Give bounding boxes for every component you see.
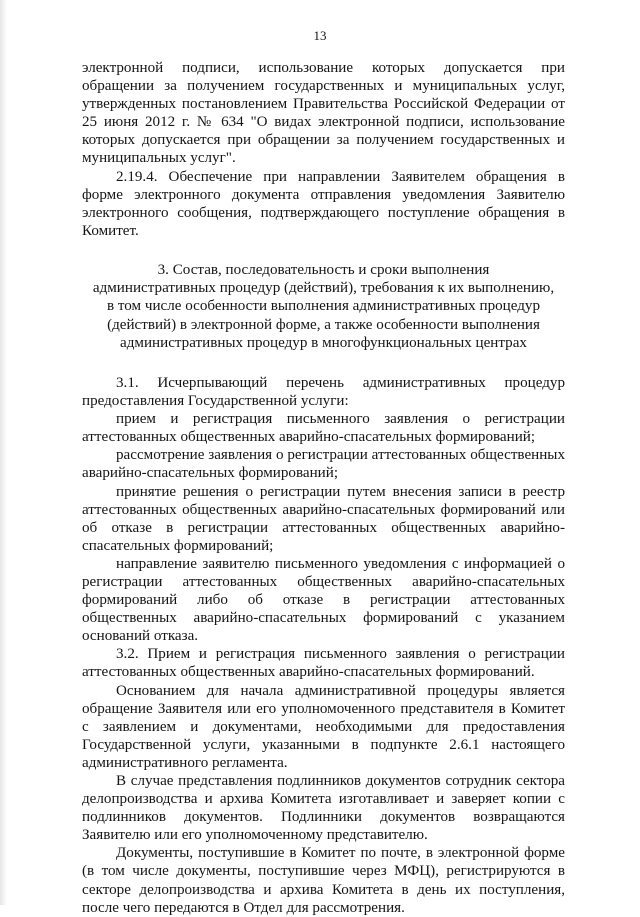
- list-item-procedure-1: прием и регистрация письменного заявления о регистрации аттестованных общественных аварийно-спасательных формирований;: [82, 411, 565, 446]
- section-heading-line-3: в том числе особенности выполнения административных процедур: [106, 298, 541, 315]
- section-heading-line-5: административных процедур в многофункциональных центрах: [120, 334, 527, 351]
- document-body: [82, 59, 565, 917]
- section-heading-line-1: 3. Состав, последовательность и сроки выполнения: [157, 261, 490, 278]
- scan-edge-shadow: [0, 0, 7, 905]
- list-item-procedure-3: принятие решения о регистрации путем внесения записи в реестр аттестованных общественных аварийно-спасательных формирований или об отказе в регистрации аттестованных общественных аварийно-спасательных формирований;: [82, 483, 565, 554]
- list-item-procedure-2: рассмотрение заявления о регистрации аттестованных общественных аварийно-спасательных формирований;: [82, 447, 565, 482]
- paragraph-mail-documents: Документы, поступившие в Комитет по почте, в электронной форме (в том числе документы, поступившие через МФЦ), регистрируются в секторе делопроизводства и архива Комитета в день их поступления, после чего передаются в Отдел для рассмотрения.: [82, 845, 565, 916]
- paragraph-3-2: 3.2. Прием и регистрация письменного заявления о регистрации аттестованных общественных аварийно-спасательных формирований.: [82, 646, 565, 681]
- paragraph-before-1: электронной подписи, использование которых допускается при обращении за получением государственных и муниципальных услуг, утвержденных постановлением Правительства Российской Федерации от 25 июня 2012 г. № 634 "О видах электронной подписи, использование которых допускается при обращении за получением государственных и муниципальных услуг".: [82, 60, 565, 167]
- section-heading: [82, 261, 565, 352]
- section-heading-line-4: (действий) в электронной форме, а также особенности выполнения: [107, 316, 540, 333]
- paragraph-2-19-4: 2.19.4. Обеспечение при направлении Заявителем обращения в форме электронного документа отправления уведомления Заявителю электронного сообщения, подтверждающего поступление обращения в Комитет.: [82, 168, 565, 239]
- page-number: 13: [313, 28, 327, 43]
- paragraph-originals: В случае представления подлинников документов сотрудник сектора делопроизводства и архива Комитета изготавливает и заверяет копии с подлинников документов. Подлинники документов возвращаются Заявителю или его уполномоченному представителю.: [82, 773, 565, 844]
- paragraph-3-1: 3.1. Исчерпывающий перечень административных процедур предоставления Государственной услуги:: [82, 374, 565, 410]
- paragraph-basis: Основанием для начала административной процедуры является обращение Заявителя или его уполномоченного представителя в Комитет с заявлением и документами, необходимыми для предоставления Государственной услуги, указанными в подпункте 2.6.1 настоящего административного регламента.: [82, 682, 565, 771]
- section-heading-line-2: административных процедур (действий), требования к их выполнению,: [92, 280, 555, 297]
- list-item-procedure-4: направление заявителю письменного уведомления с информацией о регистрации аттестованных общественных аварийно-спасательных формирований либо об отказе в регистрации аттестованных общественных аварийно-спасательных формирований с указанием оснований отказа.: [82, 555, 565, 645]
